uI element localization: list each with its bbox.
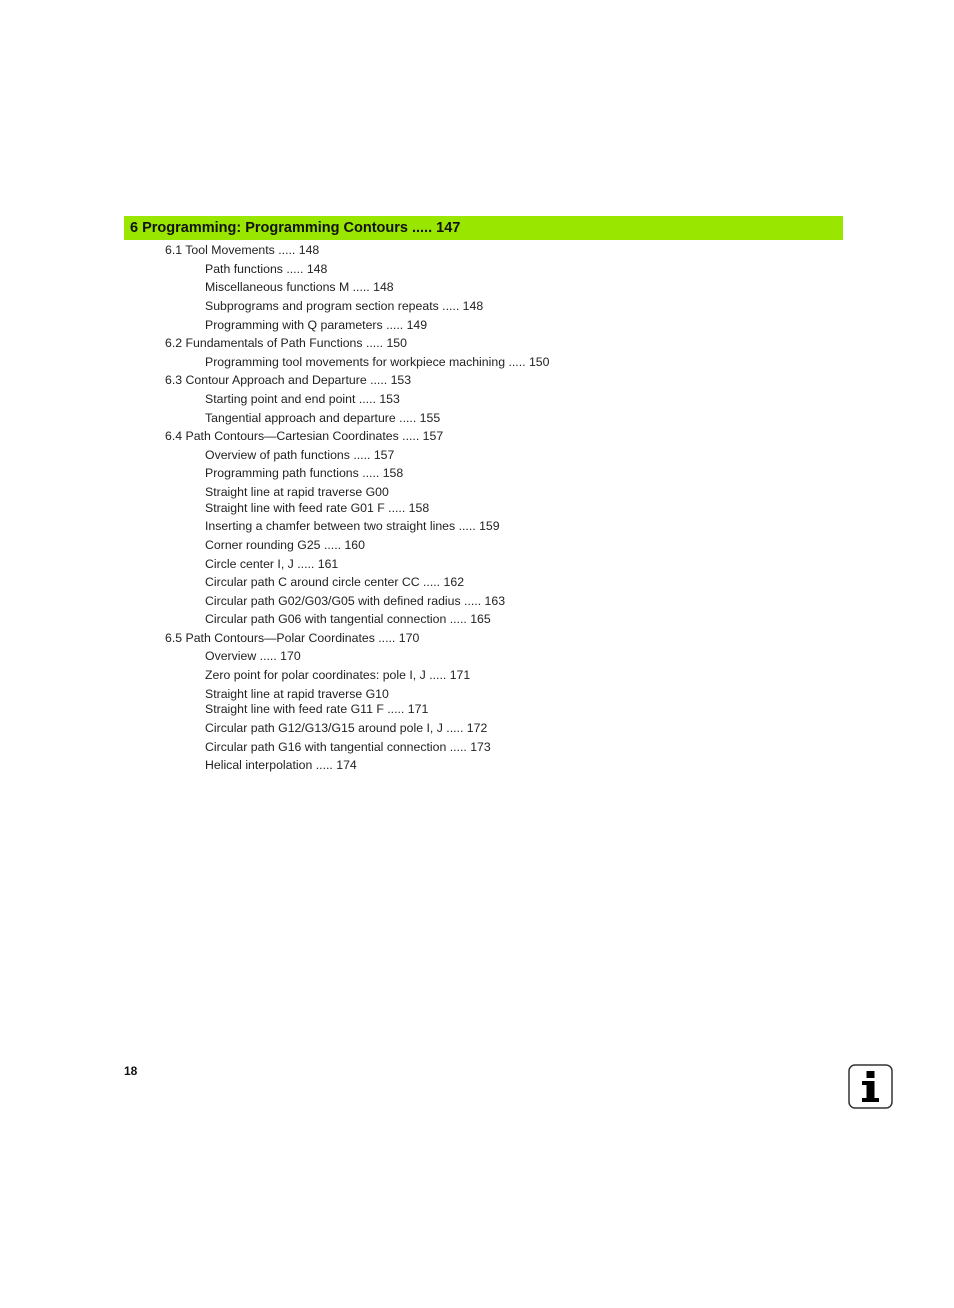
toc-entry[interactable]: Overview of path functions ..... 157: [205, 448, 395, 462]
toc-section-6-3[interactable]: 6.3 Contour Approach and Departure ..... 153: [165, 373, 412, 387]
chapter-title[interactable]: 6 Programming: Programming Contours ..... 147: [130, 220, 461, 236]
toc-entry[interactable]: Helical interpolation ..... 174: [205, 758, 357, 772]
toc-entry[interactable]: Circular path C around circle center CC ..... 162: [205, 575, 465, 589]
toc-entry[interactable]: Straight line with feed rate G11 F ..... 171: [205, 702, 429, 716]
toc-entry[interactable]: Programming path functions ..... 158: [205, 466, 404, 480]
toc-entry[interactable]: Overview ..... 170: [205, 649, 301, 663]
toc-entry[interactable]: Corner rounding G25 ..... 160: [205, 538, 365, 552]
toc-entry[interactable]: Programming tool movements for workpiece machining ..... 150: [205, 355, 550, 369]
toc-section-6-5[interactable]: 6.5 Path Contours—Polar Coordinates ..... 170: [165, 631, 420, 645]
toc-section-6-2[interactable]: 6.2 Fundamentals of Path Functions ..... 150: [165, 336, 407, 350]
toc-entry[interactable]: Circular path G02/G03/G05 with defined radius ..... 163: [205, 594, 506, 608]
toc-entry[interactable]: Miscellaneous functions M ..... 148: [205, 280, 394, 294]
toc-section-6-1[interactable]: 6.1 Tool Movements ..... 148: [165, 243, 320, 257]
toc-entry[interactable]: Straight line at rapid traverse G00: [205, 485, 389, 499]
toc-entry[interactable]: Circle center I, J ..... 161: [205, 557, 339, 571]
toc-entry[interactable]: Straight line with feed rate G01 F ..... 158: [205, 501, 430, 515]
toc-entry[interactable]: Circular path G12/G13/G15 around pole I, J ..... 172: [205, 721, 488, 735]
info-icon: [848, 1064, 893, 1109]
toc-entry[interactable]: Circular path G16 with tangential connection ..... 173: [205, 740, 491, 754]
page-number: 18: [124, 1064, 138, 1078]
toc-entry[interactable]: Programming with Q parameters ..... 149: [205, 318, 428, 332]
toc-entry[interactable]: Tangential approach and departure ..... 155: [205, 411, 441, 425]
chapter-heading-bar: [124, 216, 843, 240]
toc-entry[interactable]: Circular path G06 with tangential connection ..... 165: [205, 612, 491, 626]
toc-entry[interactable]: Starting point and end point ..... 153: [205, 392, 400, 406]
toc-entry[interactable]: Inserting a chamfer between two straight lines ..... 159: [205, 519, 500, 533]
toc-entry[interactable]: Straight line at rapid traverse G10: [205, 687, 389, 701]
toc-entry[interactable]: Subprograms and program section repeats ..... 148: [205, 299, 484, 313]
toc-entry[interactable]: Path functions ..... 148: [205, 262, 328, 276]
toc-entry[interactable]: Zero point for polar coordinates: pole I, J ..... 171: [205, 668, 471, 682]
toc-section-6-4[interactable]: 6.4 Path Contours—Cartesian Coordinates ..... 157: [165, 429, 444, 443]
